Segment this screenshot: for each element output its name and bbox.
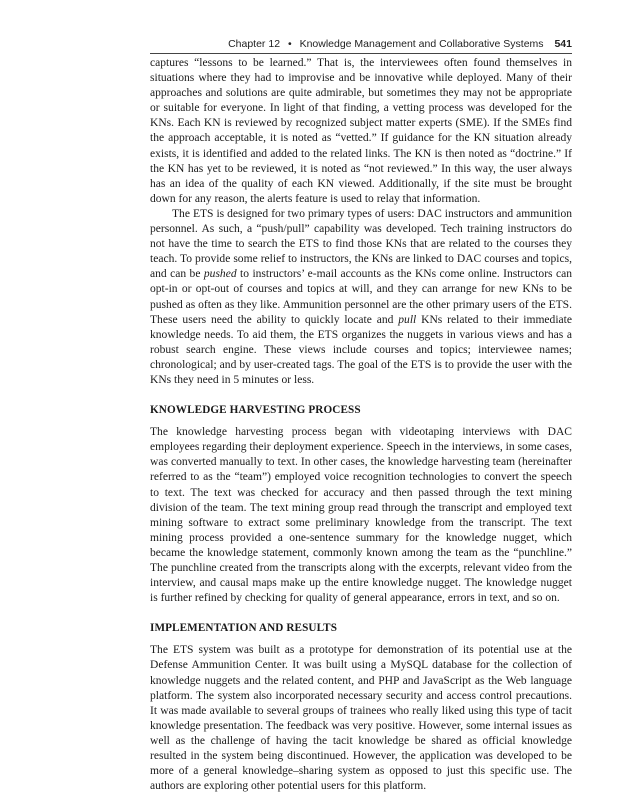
page-number: 541 xyxy=(554,38,572,50)
header-bullet: • xyxy=(287,38,292,50)
section-heading-implementation: IMPLEMENTATION AND RESULTS xyxy=(150,622,338,635)
section-heading-harvesting: KNOWLEDGE HARVESTING PROCESS xyxy=(150,404,361,417)
paragraph-2: The ETS is designed for two primary types of users: DAC instructors and ammunition personnel. As such, a “push/pull” capability was developed. Tech training instructors do not have the time to search the ETS to find those KNs that are related to the courses they teach. To provide some relief to instructors, the KNs are linked to DAC courses and topics, and can be pushed to instructors’ e-mail accounts as the KNs come online. Instructors can opt-in or opt-out of courses and topics at will, and they can arrange for new KNs to be pushed as often as they like. Ammunition personnel are the other primary users of the ETS. These users need the ability to quickly locate and pull KNs related to their immediate knowledge needs. To aid them, the ETS organizes the nuggets in various views and has a robust search engine. These views include courses and topics; interviewee names; chronological; and by user-created tags. The goal of the ETS is to provide the user with the KNs they need in 5 minutes or less. xyxy=(150,207,572,386)
chapter-title: Knowledge Management and Collaborative Systems xyxy=(299,38,544,50)
chapter-label: Chapter 12 xyxy=(228,38,281,50)
paragraph-1: captures “lessons to be learned.” That is, the interviewees often found themselves in situations where they had to improvise and be innovative while deployed. Many of their approaches and solutions are quite admirable, but sometimes they may not be appropriate or suitable for everyone. In light of that finding, a vetting process was developed for the KNs. Each KN is reviewed by recognized subject matter experts (SME). If the SMEs find the approach acceptable, it is noted as “vetted.” If guidance for the KN situation already exists, it is identified and added to the related links. The KN is then noted as “doctrine.” If the KN has yet to be reviewed, it is noted as “not reviewed.” In this way, the user always has an idea of the quality of each KN viewed. Additionally, if the site must be brought down for any reason, the alerts feature is used to relay that information. xyxy=(150,57,572,205)
paragraph-4: The ETS system was built as a prototype for demonstration of its potential use at the Defense Ammunition Center. It was built using a MySQL database for the collection of knowledge nuggets and the related content, and PHP and JavaScript as the Web language platform. The system also incorporated necessary security and access control precautions. It was made available to several groups of trainees who really liked using this type of tacit knowledge presentation. The feedback was very positive. However, some internal issues as well as the challenge of having the tacit knowledge be shared as official knowledge resulted in the system being discontinued. However, the application was developed to be more of a general knowledge–sharing system as opposed to just this specific use. The authors are exploring other potential users for this platform. xyxy=(150,644,572,793)
running-header xyxy=(150,38,572,50)
header-rule xyxy=(150,53,572,54)
paragraph-3: The knowledge harvesting process began with videotaping interviews with DAC employees regarding their deployment experience. Speech in the interviews, in some cases, was converted manually to text. In other cases, the knowledge harvesting team (hereinafter referred to as the “team”) employed voice recognition technologies to convert the speech to text. The text was checked for accuracy and then passed through the text mining division of the team. The text mining group read through the transcript and employed text mining software to extract some preliminary knowledge from the transcript. The text mining process provided a one-sentence summary for the knowledge nugget, which became the knowledge statement, commonly known among the team as the “punchline.” The punchline created from the transcripts along with the excerpts, relevant video from the interview, and causal maps make up the entire knowledge nugget. The knowledge nugget is further refined by checking for quality of general appearance, errors in text, and so on. xyxy=(150,426,572,605)
emphasis-pull: pull xyxy=(398,313,417,326)
emphasis-pushed: pushed xyxy=(203,268,237,281)
body-text xyxy=(150,56,572,794)
